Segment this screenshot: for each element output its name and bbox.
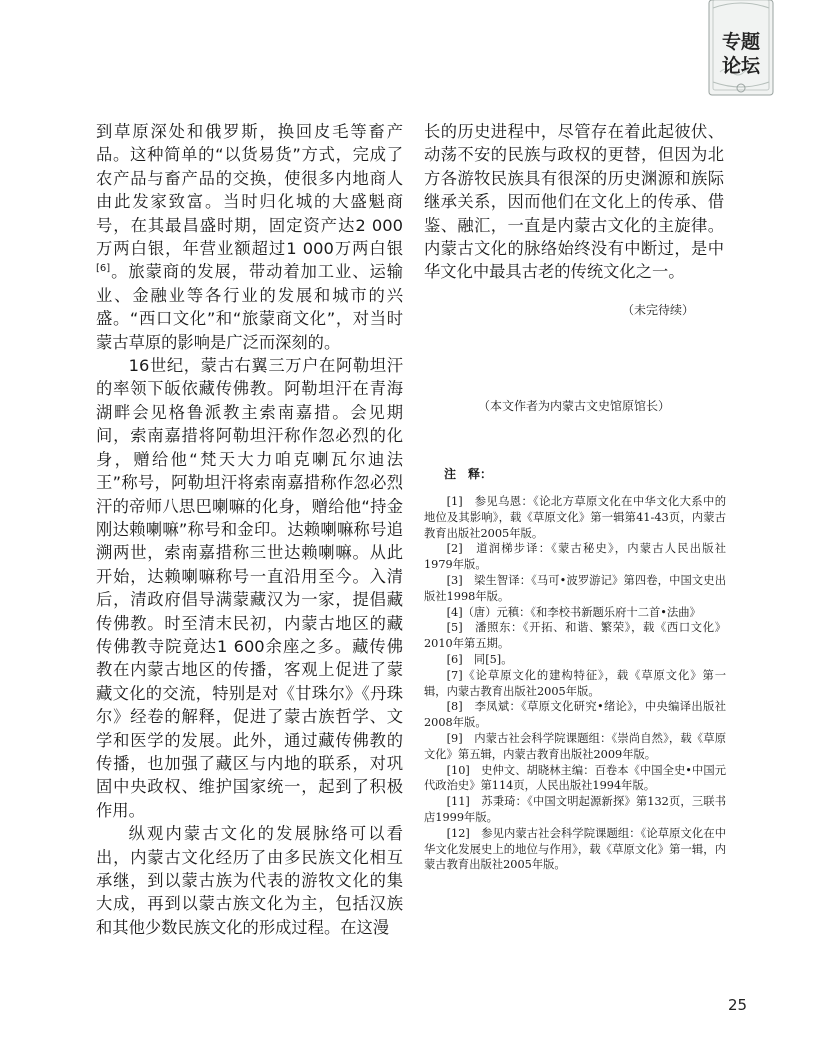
notes-label: 注 释： [444, 467, 493, 481]
left-paragraph-1 [96, 120, 403, 354]
left-paragraph-1-text: 到草原深处和俄罗斯，换回皮毛等畜产品。这种简单的“以货易货”方式，完成了农产品与畜产品的交换，使很多内地商人由此发家致富。当时归化城的大盛魁商号，在其最昌盛时期，固定资产达2 000万两白银，年营业额超过1 000万两白银 [96, 122, 403, 259]
author-note: （本文作者为内蒙古文史馆原馆长） [477, 399, 670, 413]
note-item: [8] 李凤斌：《草原文化研究•绪论》，中央编译出版社2008年版。 [424, 700, 726, 730]
note-item: [4]（唐）元稹：《和李校书新题乐府十二首•法曲》 [446, 605, 701, 619]
note-item: [3] 梁生智译：《马可•波罗游记》第四卷，中国文史出版社1998年版。 [424, 573, 726, 603]
note-item: [1] 参见乌恩：《论北方草原文化在中华文化大系中的地位及其影响》，载《草原文化》第一辑第41-43页，内蒙古教育出版社2005年版。 [424, 495, 726, 540]
note-item: [6] 同[5]。 [446, 652, 513, 666]
note-item: [2] 道润梯步译：《蒙古秘史》，内蒙古人民出版社1979年版。 [424, 542, 726, 572]
section-tab-line1: 专题 [721, 31, 760, 53]
note-item: [5] 潘照东：《开拓、和谐、繁荣》，载《西口文化》2010年第五期。 [424, 621, 726, 651]
notes-list [424, 494, 726, 873]
left-paragraph-2: 16世纪，蒙古右翼三万户在阿勒坦汗的率领下皈依藏传佛教。阿勒坦汗在青海湖畔会见格鲁派教主索南嘉措。会见期间，索南嘉措将阿勒坦汗称作忽必烈的化身，赠给他“梵天大力咱克喇瓦尔迪法王”称号，阿勒坦汗将索南嘉措称作忽必烈汗的帝师八思巴喇嘛的化身，赠给他“持金刚达赖喇嘛”称号和金印。达赖喇嘛称号追溯两世，索南嘉措称三世达赖喇嘛。从此开始，达赖喇嘛称号一直沿用至今。入清后，清政府倡导满蒙藏汉为一家，提倡藏传佛教。时至清末民初，内蒙古地区的藏传佛教寺院竟达1 600余座之多。藏传佛教在内蒙古地区的传播，客观上促进了蒙藏文化的交流，特别是对《甘珠尔》《丹珠尔》经卷的解释，促进了蒙古族哲学、文学和医学的发展。此外，通过藏传佛教的传播，也加强了藏区与内地的联系，对巩固中央政权、维护国家统一，起到了积极作用。 [96, 356, 403, 820]
right-paragraph-1: 长的历史进程中，尽管存在着此起彼伏、动荡不安的民族与政权的更替，但因为北方各游牧民族具有很深的历史渊源和族际继承关系，因而他们在文化上的传承、借鉴、融汇，一直是内蒙古文化的主旋律。内蒙古文化的脉络始终没有中断过，是中华文化中最具古老的传统文化之一。 [424, 122, 724, 282]
section-tab-line2: 论坛 [721, 55, 760, 77]
left-column [96, 120, 403, 939]
citation-ref: [6] [96, 263, 111, 275]
section-tab [708, 0, 774, 96]
note-item: [12] 参见内蒙古社会科学院课题组：《论草原文化在中华文化发展史上的地位与作用》，载《草原文化》第一辑，内蒙古教育出版社2005年版。 [424, 826, 726, 872]
left-paragraph-1-end: 。旅蒙商的发展，带动着加工业、运输业、金融业等各行业的发展和城市的兴盛。“西口文化”和“旅蒙商文化”，对当时蒙古草原的影响是广泛而深刻的。 [96, 262, 403, 352]
note-item: [11] 苏秉琦：《中国文明起源新探》第132页，三联书店1999年版。 [424, 795, 726, 824]
note-item: [9] 内蒙古社会科学院课题组：《崇尚自然》，载《草原文化》第五辑，内蒙古教育出版社2009年版。 [424, 731, 726, 761]
right-column [424, 120, 724, 284]
to-be-continued: （未完待续） [621, 303, 694, 317]
left-paragraph-3: 纵观内蒙古文化的发展脉络可以看出，内蒙古文化经历了由多民族文化相互承继，到以蒙古族为代表的游牧文化的集大成，再到以蒙古族文化为主，包括汉族和其他少数民族文化的形成过程。在这漫 [96, 824, 403, 937]
note-item: [7]《论草原文化的建构特征》，载《草原文化》第一辑，内蒙古教育出版社2005年版。 [424, 668, 726, 698]
page-number: 25 [728, 996, 748, 1014]
note-item: [10] 史仲文、胡晓林主编：百卷本《中国全史•中国元代政治史》第114页，人民出版社1994年版。 [424, 763, 726, 793]
